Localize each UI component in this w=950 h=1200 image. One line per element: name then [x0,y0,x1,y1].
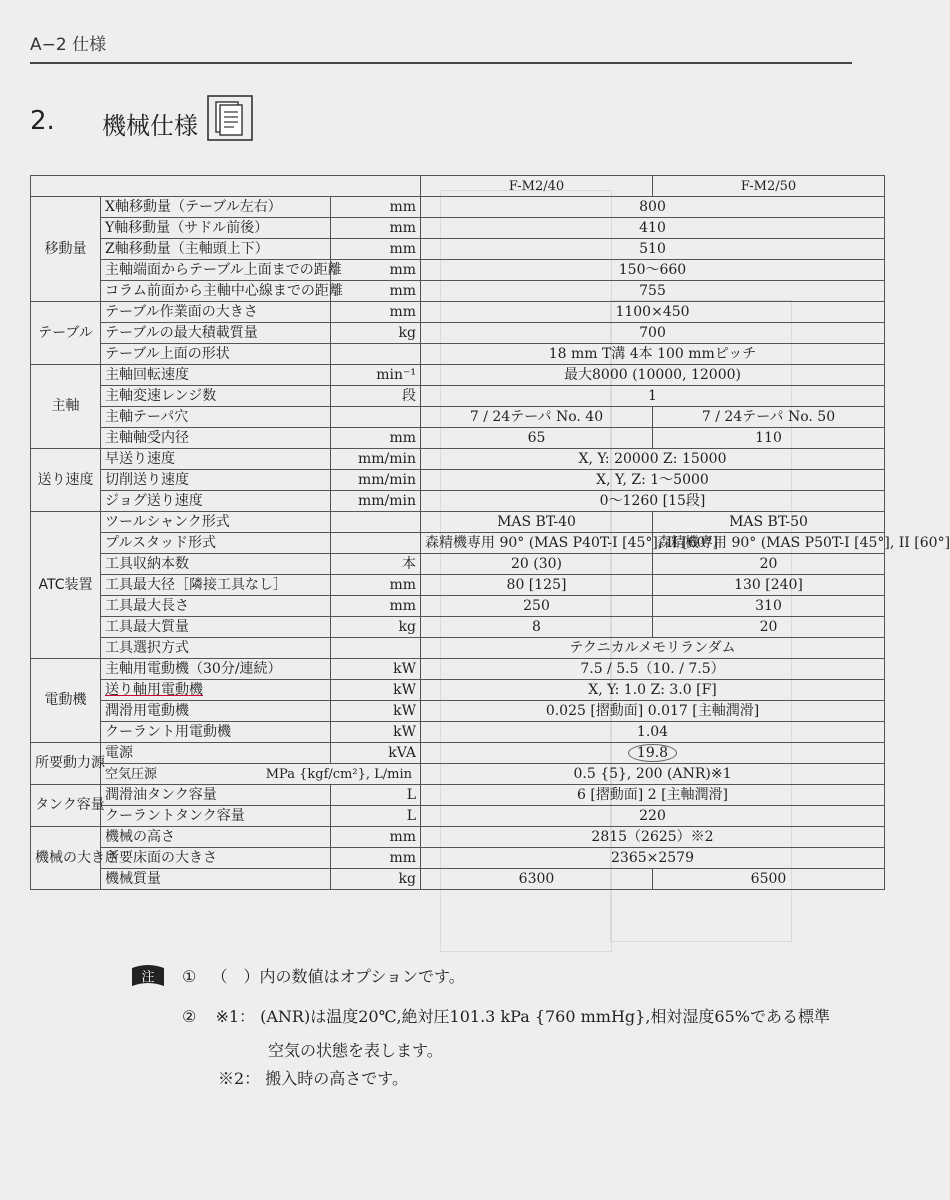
item-label: 潤滑用電動機 [101,701,331,722]
value-cell: 7.5 / 5.5（10. / 7.5） [421,659,885,680]
unit-label [331,533,421,554]
value-cell-m50: 20 [653,554,885,575]
unit-label: mm [331,281,421,302]
item-label: 工具最大長さ [101,596,331,617]
group-label: 機械の大きさ [31,827,101,890]
item-label: テーブル上面の形状 [101,344,331,365]
table-row [31,386,885,407]
unit-label: 本 [331,554,421,575]
value-cell: 510 [421,239,885,260]
value-cell: 700 [421,323,885,344]
table-row [31,281,885,302]
item-label: 主軸端面からテーブル上面までの距離 [101,260,331,281]
item-label: Z軸移動量（主軸頭上下） [101,239,331,260]
item-label: 工具最大径［隣接工具なし］ [101,575,331,596]
item-label: 切削送り速度 [101,470,331,491]
unit-label [331,638,421,659]
spec-table [30,175,950,890]
underlined-item: 送り軸用電動機 [105,681,203,698]
value-cell-m40: 7 / 24テーパ No. 40 [421,407,653,428]
unit-label: kVA [331,743,421,764]
item-label: ツールシャンク形式 [101,512,331,533]
value-cell: 410 [421,218,885,239]
item-label: クーラント用電動機 [101,722,331,743]
item-label: テーブル作業面の大きさ [101,302,331,323]
table-row [31,239,885,260]
table-row [31,806,885,827]
value-cell-m40: 森精機専用 90° (MAS P40T-I [45°], II [60°] [421,533,653,554]
group-label: テーブル [31,302,101,365]
unit-label: kW [331,659,421,680]
item-label: 工具最大質量 [101,617,331,638]
value-cell-m50: 310 [653,596,885,617]
value-cell: 755 [421,281,885,302]
item-label: テーブルの最大積載質量 [101,323,331,344]
value-cell: 6 [摺動面] 2 [主軸潤滑] [421,785,885,806]
table-row [31,617,885,638]
unit-label: MPa {kgf/cm²}, L/min [265,766,412,782]
item-label: 機械質量 [101,869,331,890]
item-label: Y軸移動量（サドル前後） [101,218,331,239]
value-cell: 1 [421,386,885,407]
column-header-m50: F-M2/50 [653,176,885,197]
section-number: 2. [30,106,55,136]
note-1 [182,964,465,987]
group-label: 主軸 [31,365,101,449]
unit-label: min⁻¹ [331,365,421,386]
value-cell [421,743,885,764]
item-label [101,680,331,701]
note-1-text: （ ）内の数値はオプションです。 [211,967,465,986]
table-row [31,533,885,554]
unit-label: kg [331,323,421,344]
table-row [31,491,885,512]
page-header: A−2 仕様 [30,35,107,55]
group-label: タンク容量 [31,785,101,827]
note-2-text-1a: (ANR)は温度20℃,絶対圧101.3 kPa {760 mmHg},相対湿度65%である標準 [260,1007,830,1026]
note-2b [218,1066,408,1089]
circled-value: 19.8 [628,744,677,762]
value-cell: 220 [421,806,885,827]
section-title: 機械仕様 [102,112,198,140]
table-row [31,512,885,533]
value-cell-m50: 6500 [653,869,885,890]
table-row [31,596,885,617]
header-blank [31,176,421,197]
value-cell: 150～660 [421,260,885,281]
value-cell-m50: 20 [653,617,885,638]
unit-label: kg [331,869,421,890]
table-header-row [31,176,885,197]
value-cell: 1100×450 [421,302,885,323]
unit-label: mm [331,239,421,260]
value-cell: X, Y: 1.0 Z: 3.0 [F] [421,680,885,701]
unit-label [331,407,421,428]
table-row [31,722,885,743]
item-label: 主軸テーパ穴 [101,407,331,428]
unit-label: kW [331,722,421,743]
table-row [31,197,885,218]
value-cell: 2365×2579 [421,848,885,869]
value-cell-m40: 250 [421,596,653,617]
table-row [31,365,885,386]
item-label: 工具選択方式 [101,638,331,659]
unit-label: kg [331,617,421,638]
table-row [31,407,885,428]
table-row [31,344,885,365]
item-label: プルスタッド形式 [101,533,331,554]
unit-label: 段 [331,386,421,407]
item-label-text: 空気圧源 [105,766,158,782]
unit-label: kW [331,680,421,701]
group-label: 所要動力源 [31,743,101,785]
item-label: 主軸変速レンジ数 [101,386,331,407]
value-cell: X, Y: 20000 Z: 15000 [421,449,885,470]
item-label: 潤滑油タンク容量 [101,785,331,806]
value-cell-m40: 20 (30) [421,554,653,575]
unit-label: kW [331,701,421,722]
item-label: 主軸軸受内径 [101,428,331,449]
unit-label: mm [331,428,421,449]
unit-label: mm [331,197,421,218]
value-cell: テクニカルメモリランダム [421,638,885,659]
value-cell-m40: MAS BT-40 [421,512,653,533]
table-row [31,785,885,806]
item-label: 電源 [101,743,331,764]
value-cell-m40: 8 [421,617,653,638]
group-label: 電動機 [31,659,101,743]
table-row [31,659,885,680]
note-2 [182,1004,882,1027]
unit-label [331,344,421,365]
table-row [31,701,885,722]
table-row [31,680,885,701]
value-cell: 18 mm T溝 4本 100 mmピッチ [421,344,885,365]
table-row [31,554,885,575]
value-cell-m50: 110 [653,428,885,449]
note-2-text-2: 搬入時の高さです。 [265,1069,409,1088]
value-cell: 800 [421,197,885,218]
value-cell: 2815（2625）※2 [421,827,885,848]
value-cell-m50: 森精機専用 90° (MAS P50T-I [45°], II [60°] [653,533,885,554]
item-label: 所要床面の大きさ [101,848,331,869]
header-rule [30,62,852,64]
unit-label: mm/min [331,449,421,470]
item-label: コラム前面から主軸中心線までの距離 [101,281,331,302]
note-2-text-1b: 空気の状態を表します。 [268,1041,443,1060]
note-2-label-2: ※2： [218,1069,261,1088]
note-chu-icon [130,962,166,990]
unit-label: mm [331,575,421,596]
table-row [31,323,885,344]
value-cell-m40: 80 [125] [421,575,653,596]
group-label: 送り速度 [31,449,101,512]
unit-label: mm [331,827,421,848]
unit-label: mm [331,596,421,617]
item-label: クーラントタンク容量 [101,806,331,827]
item-label: 主軸用電動機（30分/連続） [101,659,331,680]
note-2-mark: ② [182,1007,197,1026]
unit-label: mm [331,218,421,239]
unit-label: mm [331,302,421,323]
svg-text:注: 注 [141,970,155,985]
value-cell: 最大8000 (10000, 12000) [421,365,885,386]
value-cell-m40: 65 [421,428,653,449]
table-row [31,743,885,764]
table-row [31,218,885,239]
value-cell-m50: MAS BT-50 [653,512,885,533]
group-label: 移動量 [31,197,101,302]
value-cell-m50: 7 / 24テーパ No. 50 [653,407,885,428]
table-row [31,638,885,659]
item-label: ジョグ送り速度 [101,491,331,512]
table-row [31,827,885,848]
column-header-m40: F-M2/40 [421,176,653,197]
table-row [31,302,885,323]
note-1-mark: ① [182,967,197,986]
table-row [31,764,885,785]
value-cell: 0.5 {5}, 200 (ANR)※1 [421,764,885,785]
item-label: X軸移動量（テーブル左右） [101,197,331,218]
manual-book-icon [206,94,254,142]
item-label: 早送り速度 [101,449,331,470]
unit-label: L [331,806,421,827]
item-label: 主軸回転速度 [101,365,331,386]
value-cell-m50: 130 [240] [653,575,885,596]
table-row [31,869,885,890]
unit-label: mm/min [331,470,421,491]
unit-label: mm [331,260,421,281]
table-row [31,260,885,281]
value-cell: 1.04 [421,722,885,743]
unit-label [331,512,421,533]
item-label: 工具収納本数 [101,554,331,575]
table-row [31,470,885,491]
unit-label: mm [331,848,421,869]
value-cell: 0～1260 [15段] [421,491,885,512]
table-row [31,575,885,596]
group-label: ATC装置 [31,512,101,659]
table-row [31,449,885,470]
note-2-label-1: ※1： [215,1007,256,1026]
table-row [31,428,885,449]
unit-label: L [331,785,421,806]
item-label: 機械の高さ [101,827,331,848]
value-cell: 0.025 [摺動面] 0.017 [主軸潤滑] [421,701,885,722]
value-cell-m40: 6300 [421,869,653,890]
table-row [31,848,885,869]
value-cell: X, Y, Z: 1～5000 [421,470,885,491]
item-label [101,764,421,785]
unit-label: mm/min [331,491,421,512]
